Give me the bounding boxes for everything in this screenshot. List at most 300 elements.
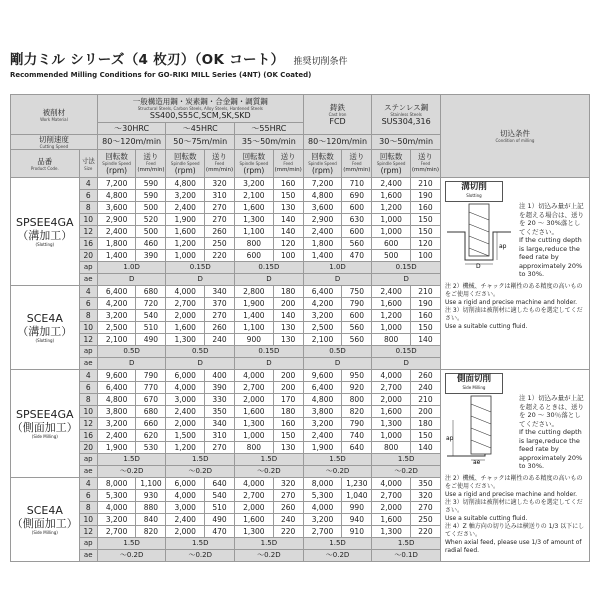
feed-cell: 150 bbox=[410, 214, 440, 226]
table-row bbox=[11, 370, 590, 382]
feed-cell: 640 bbox=[342, 442, 372, 454]
spindle-speed-cell: 500 bbox=[372, 250, 411, 262]
feed-cell: 310 bbox=[205, 430, 235, 442]
milling-conditions-table bbox=[10, 94, 590, 562]
table-row bbox=[11, 178, 590, 190]
work-en: Work Material bbox=[40, 116, 68, 122]
ap-value-cell: 1.0D bbox=[97, 262, 166, 274]
feed-cell: 880 bbox=[136, 502, 166, 514]
side-milling-diagram-icon bbox=[445, 394, 515, 464]
feed-cell: 190 bbox=[410, 298, 440, 310]
size-cell: 12 bbox=[79, 226, 97, 238]
spindle-speed-cell: 1,000 bbox=[372, 322, 411, 334]
spindle-speed-cell: 5,300 bbox=[303, 490, 342, 502]
spindle-speed-cell: 1,500 bbox=[166, 430, 205, 442]
spindle-speed-cell: 2,700 bbox=[166, 298, 205, 310]
spindle-speed-cell: 1,600 bbox=[372, 190, 411, 202]
feed-cell: 150 bbox=[410, 322, 440, 334]
size-cell: 12 bbox=[79, 334, 97, 346]
spindle-speed-cell: 6,400 bbox=[303, 382, 342, 394]
feed-cell: 160 bbox=[273, 418, 303, 430]
ap-value-cell: 0.15D bbox=[372, 262, 441, 274]
spindle-speed-header: 回転数 Spindle Speed (rpm) bbox=[372, 150, 411, 178]
spindle-speed-cell: 1,600 bbox=[235, 202, 274, 214]
spindle-speed-cell: 1,200 bbox=[166, 442, 205, 454]
spindle-speed-cell: 1,000 bbox=[235, 430, 274, 442]
feed-cell: 470 bbox=[205, 526, 235, 538]
feed-cell: 320 bbox=[205, 178, 235, 190]
speed-1: 80～120m/min bbox=[97, 135, 166, 150]
spindle-speed-cell: 2,700 bbox=[235, 382, 274, 394]
spindle-speed-cell: 2,000 bbox=[235, 502, 274, 514]
svg-text:ap: ap bbox=[498, 243, 507, 250]
feed-cell: 150 bbox=[410, 430, 440, 442]
size-cell: 4 bbox=[79, 286, 97, 298]
feed-header: 送り Feed (mm/min) bbox=[410, 150, 440, 178]
spindle-speed-cell: 800 bbox=[235, 238, 274, 250]
spindle-speed-cell: 2,100 bbox=[303, 334, 342, 346]
ap-label: ap bbox=[79, 262, 97, 274]
feed-cell: 270 bbox=[205, 310, 235, 322]
spindle-speed-cell: 2,400 bbox=[166, 514, 205, 526]
spindle-speed-cell: 1,000 bbox=[372, 214, 411, 226]
spindle-speed-header: 回転数 Spindle Speed (rpm) bbox=[97, 150, 136, 178]
ae-label: ae bbox=[79, 466, 97, 478]
size-cell: 8 bbox=[79, 310, 97, 322]
feed-cell: 160 bbox=[273, 178, 303, 190]
ae-label: ae bbox=[79, 550, 97, 562]
ae-value-cell: ～0.2D bbox=[303, 550, 372, 562]
feed-cell: 330 bbox=[205, 394, 235, 406]
spindle-speed-cell: 4,800 bbox=[97, 190, 136, 202]
product-code-cell: SPSEE4GA （側面加工） (Side Milling) bbox=[11, 370, 80, 478]
feed-cell: 200 bbox=[273, 370, 303, 382]
feed-cell: 400 bbox=[205, 370, 235, 382]
feed-cell: 260 bbox=[410, 370, 440, 382]
size-cell: 16 bbox=[79, 238, 97, 250]
spindle-speed-cell: 800 bbox=[235, 442, 274, 454]
ae-value-cell: D bbox=[303, 274, 372, 286]
feed-cell: 310 bbox=[205, 190, 235, 202]
feed-cell: 130 bbox=[273, 202, 303, 214]
spindle-speed-cell: 1,800 bbox=[303, 238, 342, 250]
feed-cell: 240 bbox=[205, 334, 235, 346]
spindle-speed-cell: 1,900 bbox=[166, 214, 205, 226]
spindle-speed-header: 回転数 Spindle Speed (rpm) bbox=[303, 150, 342, 178]
size-cell: 10 bbox=[79, 514, 97, 526]
size-cell: 10 bbox=[79, 214, 97, 226]
feed-cell: 350 bbox=[205, 406, 235, 418]
ae-value-cell: D bbox=[97, 358, 166, 370]
ae-label: ae bbox=[79, 358, 97, 370]
spindle-speed-cell: 600 bbox=[235, 250, 274, 262]
size-cell: 20 bbox=[79, 442, 97, 454]
spindle-speed-cell: 2,000 bbox=[372, 502, 411, 514]
feed-cell: 260 bbox=[205, 322, 235, 334]
feed-cell: 1,230 bbox=[342, 478, 372, 490]
spindle-speed-cell: 1,000 bbox=[372, 226, 411, 238]
slotting-figure-label: 溝切削 Slotting bbox=[445, 181, 503, 202]
feed-cell: 150 bbox=[273, 430, 303, 442]
feed-cell: 770 bbox=[136, 382, 166, 394]
feed-cell: 270 bbox=[205, 214, 235, 226]
spindle-speed-cell: 3,600 bbox=[303, 202, 342, 214]
ae-value-cell: D bbox=[303, 358, 372, 370]
size-cell: 6 bbox=[79, 298, 97, 310]
feed-cell: 250 bbox=[410, 514, 440, 526]
feed-cell: 820 bbox=[342, 406, 372, 418]
spindle-speed-cell: 2,400 bbox=[166, 202, 205, 214]
title-en: Recommended Milling Conditions for GO-RIKI MILL Series (4NT) (OK Coated) bbox=[10, 71, 312, 79]
feed-cell: 320 bbox=[410, 490, 440, 502]
spindle-speed-cell: 2,000 bbox=[166, 418, 205, 430]
feed-cell: 260 bbox=[205, 226, 235, 238]
spindle-speed-cell: 7,200 bbox=[303, 178, 342, 190]
feed-cell: 790 bbox=[136, 370, 166, 382]
size-cell: 6 bbox=[79, 382, 97, 394]
feed-cell: 600 bbox=[342, 226, 372, 238]
ap-value-cell: 1.5D bbox=[97, 454, 166, 466]
spindle-speed-cell: 2,100 bbox=[235, 190, 274, 202]
ae-value-cell: ～0.2D bbox=[166, 550, 235, 562]
feed-cell: 820 bbox=[136, 526, 166, 538]
feed-cell: 460 bbox=[136, 238, 166, 250]
feed-cell: 530 bbox=[136, 442, 166, 454]
spindle-speed-cell: 4,000 bbox=[166, 490, 205, 502]
ae-value-cell: D bbox=[166, 358, 235, 370]
ae-value-cell: ～0.1D bbox=[372, 550, 441, 562]
feed-cell: 130 bbox=[273, 334, 303, 346]
feed-cell: 140 bbox=[410, 334, 440, 346]
feed-cell: 180 bbox=[273, 406, 303, 418]
spindle-speed-cell: 6,000 bbox=[166, 478, 205, 490]
stainless-en: Stainless Steels bbox=[390, 111, 422, 117]
feed-cell: 180 bbox=[410, 418, 440, 430]
feed-cell: 510 bbox=[205, 502, 235, 514]
feed-cell: 920 bbox=[342, 382, 372, 394]
cond-jp: 切込条件 bbox=[499, 129, 530, 138]
spindle-speed-cell: 3,200 bbox=[97, 418, 136, 430]
spindle-speed-cell: 7,200 bbox=[97, 178, 136, 190]
spindle-speed-cell: 1,400 bbox=[97, 250, 136, 262]
spindle-speed-cell: 1,000 bbox=[166, 250, 205, 262]
work-jp: 被削材 bbox=[42, 107, 66, 117]
feed-cell: 600 bbox=[342, 310, 372, 322]
feed-cell: 220 bbox=[410, 526, 440, 538]
spindle-speed-cell: 2,400 bbox=[97, 226, 136, 238]
spindle-speed-cell: 1,800 bbox=[97, 238, 136, 250]
spindle-speed-cell: 1,900 bbox=[235, 298, 274, 310]
feed-cell: 990 bbox=[342, 502, 372, 514]
feed-cell: 100 bbox=[273, 250, 303, 262]
ap-value-cell: 0.15D bbox=[235, 346, 304, 358]
spindle-speed-cell: 4,800 bbox=[97, 394, 136, 406]
svg-text:ae: ae bbox=[472, 459, 481, 464]
feed-cell: 240 bbox=[410, 382, 440, 394]
feed-cell: 130 bbox=[273, 322, 303, 334]
feed-cell: 840 bbox=[136, 514, 166, 526]
spindle-speed-cell: 3,000 bbox=[166, 502, 205, 514]
feed-cell: 510 bbox=[136, 322, 166, 334]
ae-value-cell: ～0.2D bbox=[97, 550, 166, 562]
ap-value-cell: 1.5D bbox=[166, 538, 235, 550]
feed-cell: 100 bbox=[410, 250, 440, 262]
ap-value-cell: 0.15D bbox=[166, 262, 235, 274]
spindle-speed-cell: 2,400 bbox=[303, 226, 342, 238]
spindle-speed-cell: 4,000 bbox=[166, 382, 205, 394]
steel-header bbox=[97, 95, 303, 123]
spindle-speed-cell: 1,300 bbox=[372, 526, 411, 538]
spindle-speed-cell: 1,600 bbox=[372, 406, 411, 418]
ap-value-cell: 1.5D bbox=[235, 538, 304, 550]
hrc-45: ～45HRC bbox=[166, 123, 235, 135]
spindle-speed-cell: 6,400 bbox=[97, 382, 136, 394]
feed-header: 送り Feed (mm/min) bbox=[136, 150, 166, 178]
ae-value-cell: ～0.2D bbox=[97, 466, 166, 478]
ae-value-cell: D bbox=[235, 274, 304, 286]
ap-label: ap bbox=[79, 538, 97, 550]
spindle-speed-cell: 1,300 bbox=[235, 418, 274, 430]
feed-cell: 320 bbox=[273, 478, 303, 490]
speed-header: 切削速度 Cutting Speed bbox=[11, 135, 98, 150]
feed-header: 送り Feed (mm/min) bbox=[273, 150, 303, 178]
spindle-speed-cell: 4,000 bbox=[97, 502, 136, 514]
spindle-speed-cell: 2,500 bbox=[303, 322, 342, 334]
feed-cell: 220 bbox=[205, 250, 235, 262]
spindle-speed-cell: 2,000 bbox=[372, 394, 411, 406]
spindle-speed-cell: 2,400 bbox=[303, 430, 342, 442]
spindle-speed-cell: 3,600 bbox=[97, 202, 136, 214]
side-milling-figure-label: 側面切削 Side Milling bbox=[445, 373, 503, 394]
feed-cell: 910 bbox=[342, 526, 372, 538]
spindle-speed-cell: 6,400 bbox=[303, 286, 342, 298]
feed-cell: 150 bbox=[273, 190, 303, 202]
spindle-speed-cell: 3,200 bbox=[303, 310, 342, 322]
feed-cell: 160 bbox=[410, 310, 440, 322]
spindle-speed-cell: 2,400 bbox=[97, 430, 136, 442]
feed-cell: 140 bbox=[273, 226, 303, 238]
feed-cell: 950 bbox=[342, 370, 372, 382]
spindle-speed-cell: 900 bbox=[235, 334, 274, 346]
spindle-speed-header: 回転数 Spindle Speed (rpm) bbox=[235, 150, 274, 178]
feed-cell: 390 bbox=[136, 250, 166, 262]
feed-cell: 620 bbox=[136, 430, 166, 442]
product-code-cell: SCE4A （溝加工） (Slotting) bbox=[11, 286, 80, 370]
feed-header: 送り Feed (mm/min) bbox=[205, 150, 235, 178]
ae-value-cell: ～0.2D bbox=[235, 550, 304, 562]
castiron-grade: FCD bbox=[329, 116, 346, 126]
feed-cell: 210 bbox=[410, 394, 440, 406]
speed-5: 30～50m/min bbox=[372, 135, 441, 150]
spindle-speed-cell: 1,600 bbox=[372, 514, 411, 526]
size-cell: 20 bbox=[79, 250, 97, 262]
feed-cell: 1,040 bbox=[342, 490, 372, 502]
cond-en: Condition of milling bbox=[495, 138, 535, 143]
feed-cell: 690 bbox=[342, 190, 372, 202]
ap-value-cell: 0.15D bbox=[372, 346, 441, 358]
ae-value-cell: D bbox=[97, 274, 166, 286]
feed-cell: 540 bbox=[205, 490, 235, 502]
size-cell: 4 bbox=[79, 370, 97, 382]
product-code-cell: SCE4A （側面加工） (Side Milling) bbox=[11, 478, 80, 562]
feed-cell: 270 bbox=[410, 502, 440, 514]
work-material-header bbox=[11, 95, 98, 135]
ae-value-cell: ～0.2D bbox=[235, 466, 304, 478]
feed-cell: 470 bbox=[342, 250, 372, 262]
feed-cell: 560 bbox=[342, 322, 372, 334]
feed-cell: 140 bbox=[273, 214, 303, 226]
spindle-speed-cell: 9,600 bbox=[303, 370, 342, 382]
feed-cell: 140 bbox=[410, 442, 440, 454]
feed-cell: 200 bbox=[410, 406, 440, 418]
spindle-speed-cell: 4,000 bbox=[303, 502, 342, 514]
feed-cell: 800 bbox=[342, 394, 372, 406]
feed-header: 送り Feed (mm/min) bbox=[342, 150, 372, 178]
spindle-speed-cell: 2,400 bbox=[372, 286, 411, 298]
spindle-speed-cell: 4,200 bbox=[303, 298, 342, 310]
spindle-speed-cell: 2,800 bbox=[235, 286, 274, 298]
feed-cell: 270 bbox=[205, 202, 235, 214]
ae-value-cell: D bbox=[372, 274, 441, 286]
feed-cell: 930 bbox=[136, 490, 166, 502]
stainless-header bbox=[372, 95, 441, 135]
castiron-header bbox=[303, 95, 372, 135]
spindle-speed-cell: 1,200 bbox=[166, 238, 205, 250]
size-cell: 12 bbox=[79, 418, 97, 430]
ap-value-cell: 0.5D bbox=[97, 346, 166, 358]
title-sub: 推奨切削条件 bbox=[293, 57, 348, 67]
ae-value-cell: D bbox=[372, 358, 441, 370]
feed-cell: 640 bbox=[205, 478, 235, 490]
document-title bbox=[10, 48, 348, 79]
spindle-speed-cell: 3,800 bbox=[303, 406, 342, 418]
svg-text:D: D bbox=[475, 263, 481, 268]
spindle-speed-cell: 1,200 bbox=[372, 202, 411, 214]
spindle-speed-cell: 3,200 bbox=[97, 514, 136, 526]
feed-cell: 680 bbox=[136, 406, 166, 418]
spindle-speed-cell: 1,400 bbox=[303, 250, 342, 262]
spindle-speed-cell: 4,000 bbox=[372, 478, 411, 490]
spindle-speed-cell: 600 bbox=[372, 238, 411, 250]
title-jp: 剛力ミル シリーズ（4 枚刃）（OK コート） bbox=[10, 52, 285, 68]
ap-value-cell: 1.5D bbox=[303, 538, 372, 550]
feed-cell: 590 bbox=[136, 178, 166, 190]
spindle-speed-cell: 2,700 bbox=[97, 526, 136, 538]
feed-cell: 630 bbox=[342, 214, 372, 226]
spindle-speed-cell: 4,000 bbox=[166, 286, 205, 298]
feed-cell: 210 bbox=[410, 178, 440, 190]
spindle-speed-cell: 1,300 bbox=[235, 526, 274, 538]
feed-cell: 490 bbox=[205, 514, 235, 526]
size-cell: 4 bbox=[79, 478, 97, 490]
feed-cell: 260 bbox=[273, 502, 303, 514]
spindle-speed-cell: 9,600 bbox=[97, 370, 136, 382]
feed-cell: 190 bbox=[410, 190, 440, 202]
ap-label: ap bbox=[79, 346, 97, 358]
feed-cell: 370 bbox=[205, 298, 235, 310]
stainless-grade: SUS304,316 bbox=[381, 116, 431, 126]
spindle-speed-cell: 4,800 bbox=[303, 190, 342, 202]
spindle-speed-cell: 1,300 bbox=[166, 334, 205, 346]
spindle-speed-cell: 2,500 bbox=[97, 322, 136, 334]
ap-value-cell: 0.15D bbox=[235, 262, 304, 274]
spindle-speed-cell: 1,600 bbox=[235, 514, 274, 526]
steel-jp: 一般構造用鋼・炭素鋼・合金鋼・調質鋼 bbox=[132, 96, 268, 106]
feed-cell: 670 bbox=[136, 394, 166, 406]
feed-cell: 340 bbox=[205, 286, 235, 298]
castiron-en: Cast Iron bbox=[328, 111, 347, 117]
ap-value-cell: 1.5D bbox=[372, 538, 441, 550]
size-cell: 8 bbox=[79, 202, 97, 214]
spindle-speed-cell: 1,600 bbox=[166, 226, 205, 238]
slotting-diagram-icon bbox=[445, 202, 515, 268]
steel-en: Structural Steels, Carbon Steels, Alloy Steels, Hardened Steels bbox=[137, 105, 263, 111]
size-cell: 6 bbox=[79, 490, 97, 502]
ap-value-cell: 0.5D bbox=[166, 346, 235, 358]
spindle-speed-cell: 1,300 bbox=[235, 214, 274, 226]
ap-value-cell: 1.5D bbox=[372, 454, 441, 466]
feed-cell: 200 bbox=[273, 298, 303, 310]
feed-cell: 520 bbox=[136, 214, 166, 226]
speed-3: 35～50m/min bbox=[235, 135, 304, 150]
spindle-speed-cell: 2,700 bbox=[303, 526, 342, 538]
spindle-speed-cell: 4,000 bbox=[235, 370, 274, 382]
spindle-speed-cell: 8,000 bbox=[97, 478, 136, 490]
spindle-speed-cell: 4,000 bbox=[235, 478, 274, 490]
feed-cell: 490 bbox=[136, 334, 166, 346]
feed-cell: 790 bbox=[342, 418, 372, 430]
spindle-speed-cell: 2,700 bbox=[235, 490, 274, 502]
speed-4: 80～120m/min bbox=[303, 135, 372, 150]
feed-cell: 130 bbox=[273, 442, 303, 454]
spindle-speed-cell: 2,000 bbox=[235, 394, 274, 406]
ap-value-cell: 1.5D bbox=[166, 454, 235, 466]
spindle-speed-cell: 4,800 bbox=[166, 178, 205, 190]
size-cell: 10 bbox=[79, 322, 97, 334]
spindle-speed-cell: 2,900 bbox=[97, 214, 136, 226]
spindle-speed-cell: 1,000 bbox=[372, 430, 411, 442]
feed-cell: 140 bbox=[273, 310, 303, 322]
spindle-speed-cell: 2,000 bbox=[166, 526, 205, 538]
product-code-cell: SPSEE4GA （溝加工） (Slotting) bbox=[11, 178, 80, 286]
spindle-speed-cell: 5,300 bbox=[97, 490, 136, 502]
spindle-speed-cell: 1,300 bbox=[372, 418, 411, 430]
slotting-conditions: 溝切削 Slotting ap D 注 1）切込み量が上記を超える場合は、送りを 20 ～ 30%落としてください。 If the cutting depth is large,reduce the feed rate by approximately 20% to 30%. 注 2）機械、チャックは剛性のある精度の高いものをご使用ください。 Use a rigid and precise machine and holder. 注 3）切削油は被削材に適したものを選定してください。 Use a suitable cutting fluid. bbox=[440, 178, 589, 370]
feed-cell: 720 bbox=[136, 298, 166, 310]
ap-value-cell: 0.5D bbox=[303, 346, 372, 358]
svg-text:ap: ap bbox=[445, 435, 454, 442]
ae-label: ae bbox=[79, 274, 97, 286]
feed-cell: 790 bbox=[342, 298, 372, 310]
feed-cell: 540 bbox=[136, 310, 166, 322]
size-cell: 10 bbox=[79, 406, 97, 418]
spindle-speed-cell: 6,000 bbox=[166, 370, 205, 382]
ap-value-cell: 1.5D bbox=[235, 454, 304, 466]
ap-value-cell: 1.5D bbox=[303, 454, 372, 466]
spindle-speed-cell: 3,200 bbox=[97, 310, 136, 322]
feed-cell: 120 bbox=[273, 238, 303, 250]
spindle-speed-cell: 1,600 bbox=[372, 298, 411, 310]
feed-cell: 250 bbox=[205, 238, 235, 250]
ae-value-cell: ～0.2D bbox=[303, 466, 372, 478]
feed-cell: 200 bbox=[273, 382, 303, 394]
feed-cell: 270 bbox=[205, 442, 235, 454]
spindle-speed-cell: 3,200 bbox=[303, 418, 342, 430]
condition-header bbox=[440, 95, 589, 178]
feed-cell: 750 bbox=[342, 286, 372, 298]
spindle-speed-cell: 1,600 bbox=[166, 322, 205, 334]
hrc-55: ～55HRC bbox=[235, 123, 304, 135]
